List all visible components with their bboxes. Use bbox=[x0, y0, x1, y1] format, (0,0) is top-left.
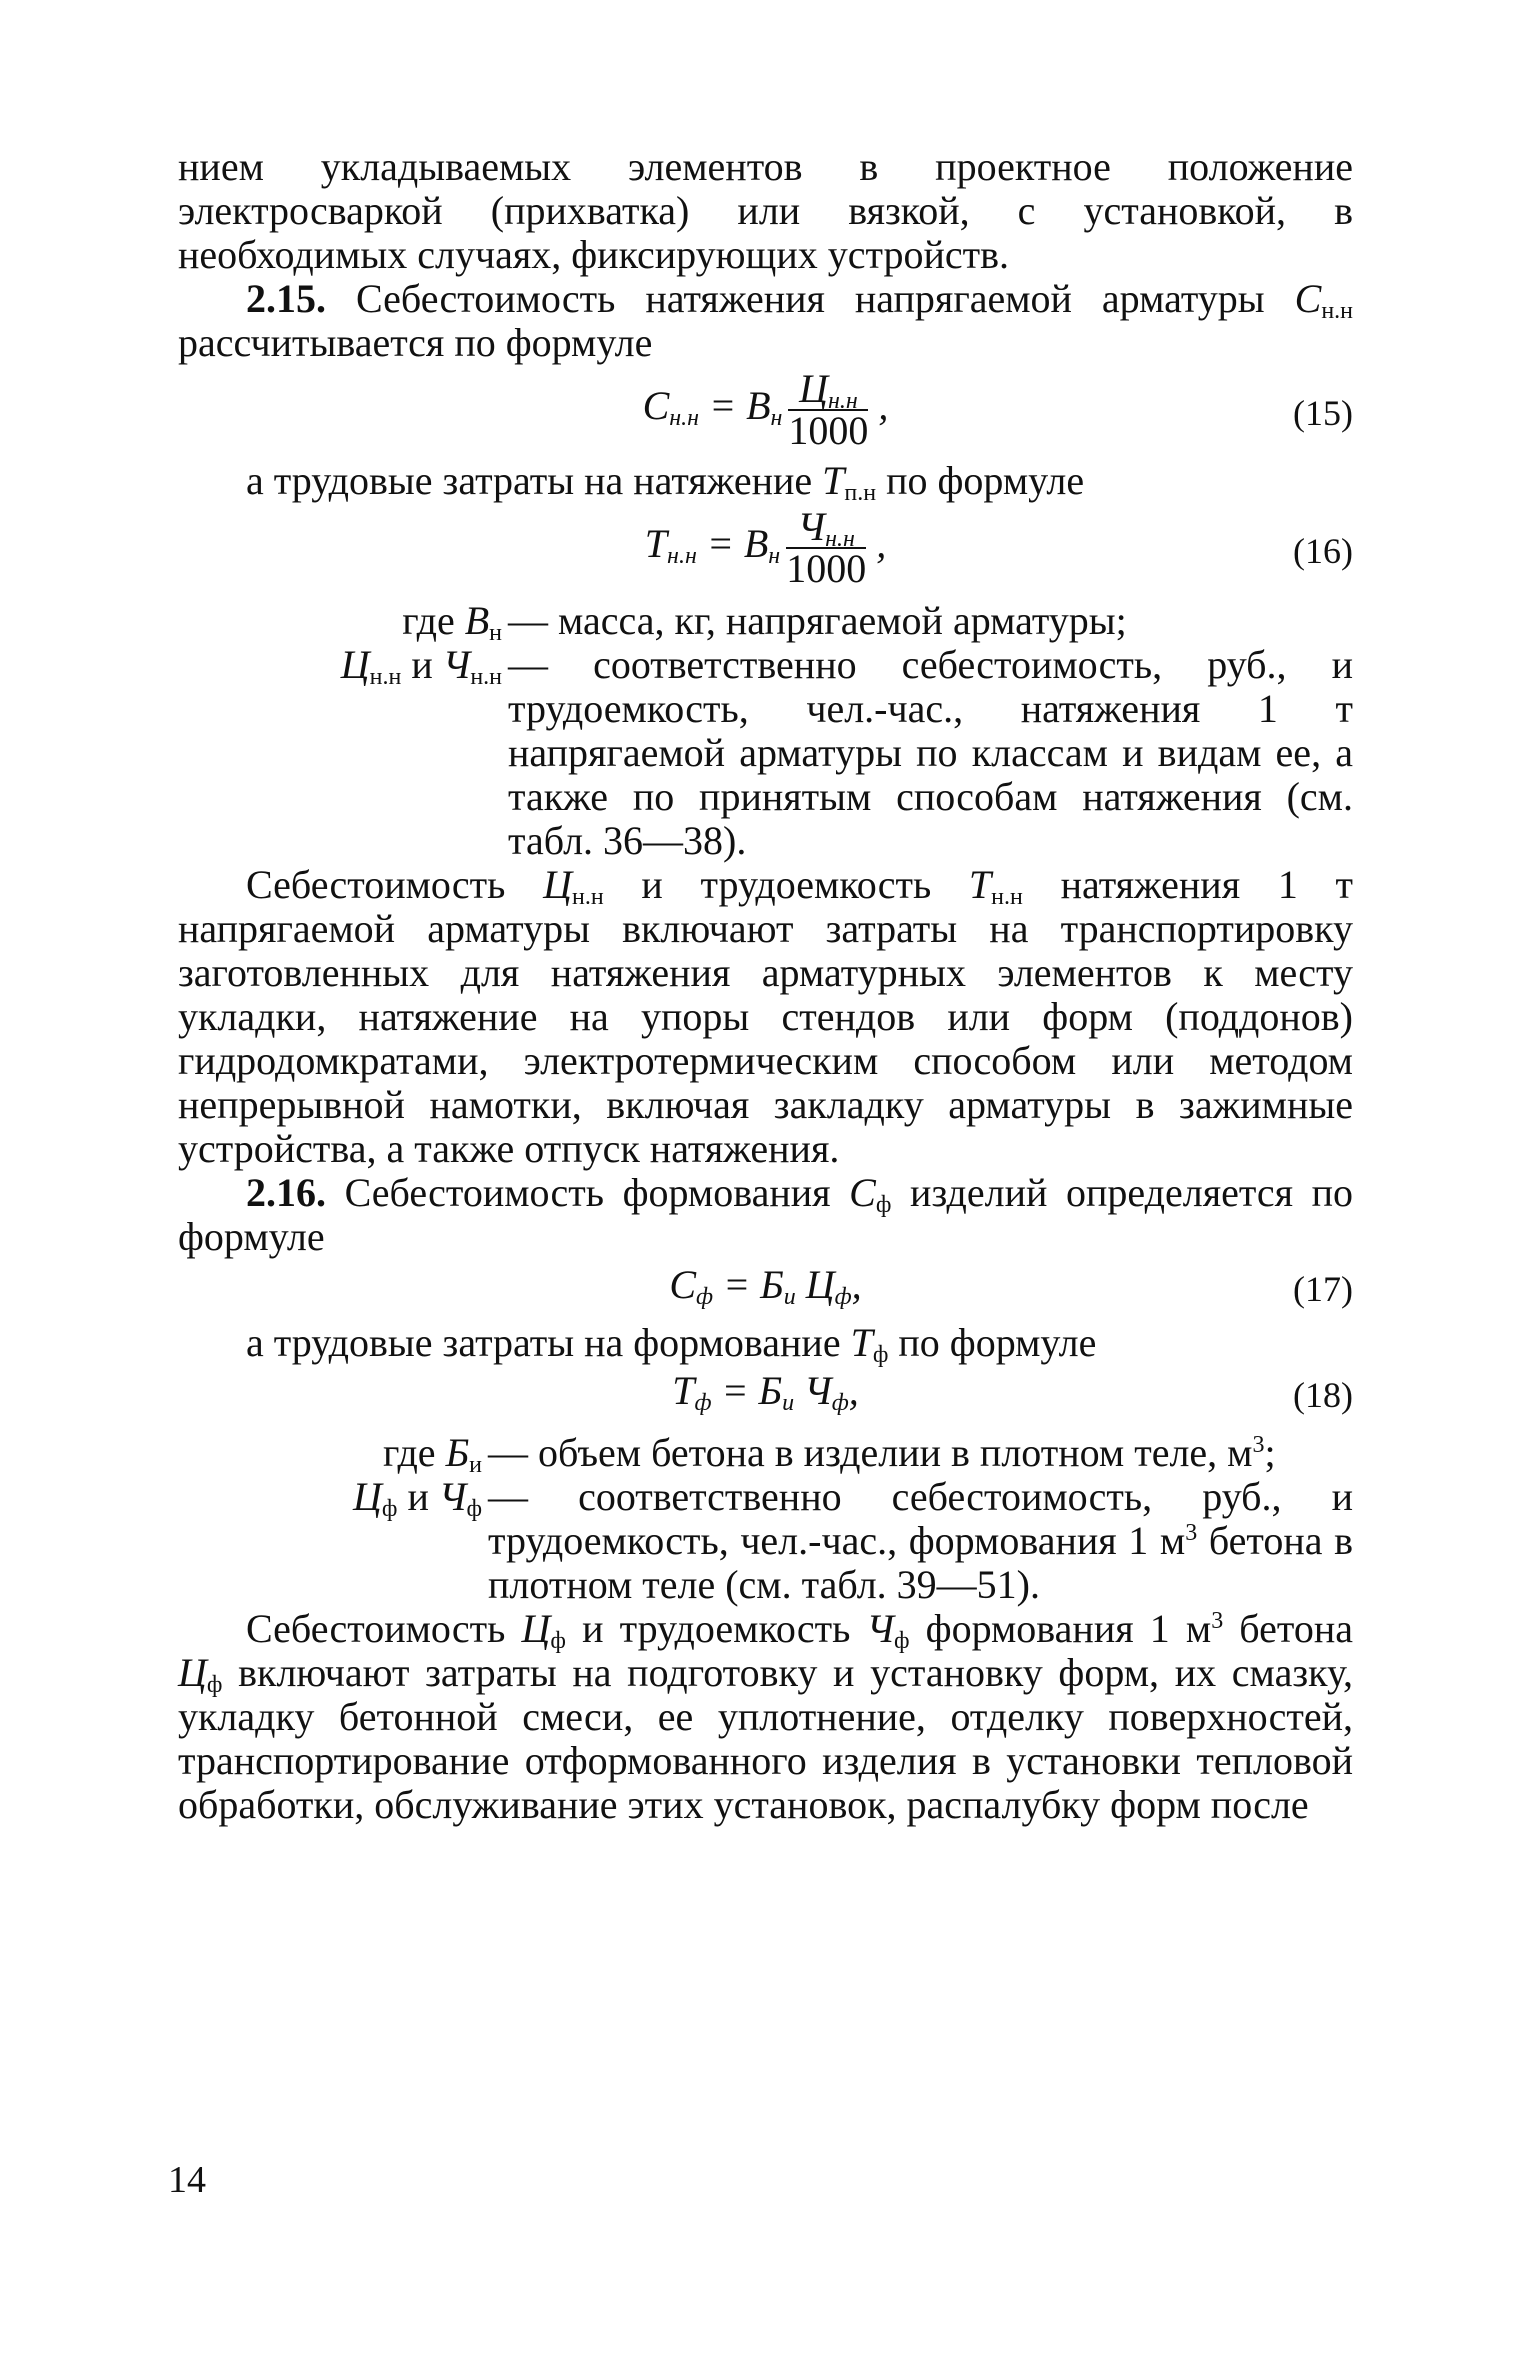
labor-formula-intro: а трудовые затраты на натяжение $Т_{п.н}$ по формуле bbox=[246, 458, 1085, 506]
formula-number: (18) bbox=[1293, 1375, 1353, 1415]
formula-number: (15) bbox=[1293, 393, 1353, 433]
where-term: $Ц_{н.н}$ и $Ч_{н.н}$ bbox=[340, 642, 502, 690]
where-desc: — объем бетона в изделии в плотном теле, $м^3$; bbox=[488, 1430, 1276, 1475]
where-list-16 bbox=[178, 599, 1353, 863]
paragraph-tension-cost: Себестоимость $Ц_{н.н}$ и трудоемкость $Т_{н.н}$ натяжения 1 т напрягаемой арматуры включают затраты на транспортировку заготовленных для натяжения арматурных элементов к месту укладки, натяжение на упоры стендов или форм (поддонов) гидродомкратами, электротермическим способом или методом непрерывной намотки, включая закладку арматуры в зажимные устройства, а также отпуск натяжения. bbox=[178, 862, 1354, 1171]
page-number: 14 bbox=[168, 2159, 206, 2201]
formula-15: $С_{н.н} = В_н$ $\frac{Ц_{н.н}}{1000}$ , (15) bbox=[642, 366, 1353, 453]
where-desc: — масса, кг, напрягаемой арматуры; bbox=[508, 598, 1127, 643]
labor-formula-intro-2: а трудовые затраты на формование $Т_ф$ по формуле bbox=[246, 1320, 1097, 1368]
where-term: где $Б_и$ bbox=[383, 1430, 482, 1478]
section-number: 2.15. bbox=[246, 276, 326, 321]
where-term: где $В_н$ bbox=[402, 598, 502, 646]
formula-16: $Т_{н.н} = В_н$ $\frac{Ч_{н.н}}{1000}$ , (16) bbox=[644, 504, 1353, 591]
formula-number: (17) bbox=[1293, 1269, 1353, 1309]
formula-number: (16) bbox=[1293, 531, 1353, 571]
where-term: $Ц_ф$ и $Ч_ф$ bbox=[353, 1474, 482, 1522]
section-2-15: 2.15. Себестоимость натяжения напрягаемой арматуры $С_{н.н}$ рассчитывается по формуле bbox=[178, 276, 1354, 365]
page-content bbox=[178, 145, 1353, 1827]
formula-17: $С_ф = Б_и$ $Ц_ф$, (17) bbox=[669, 1262, 1353, 1310]
section-number: 2.16. bbox=[246, 1170, 326, 1215]
paragraph-forming-cost: Себестоимость $Ц_ф$ и трудоемкость $Ч_ф$ формования 1 $м^3$ бетона $Ц_ф$ включают затраты на подготовку и установку форм, их смазку, укладку бетонной смеси, ее уплотнение, отделку поверхностей, транспортирование отформованного изделия в установки тепловой обработки, обслуживание этих установок, распалубку форм после bbox=[178, 1606, 1353, 1827]
paragraph-continuation: нием укладываемых элементов в проектное положение электросваркой (прихватка) или вязкой, с установкой, в необходимых случаях, фиксирующих устройств. bbox=[178, 144, 1353, 277]
section-2-16: 2.16. Себестоимость формования $С_ф$ изделий определяется по формуле bbox=[178, 1170, 1353, 1259]
where-desc: — соответственно себестоимость, руб., и трудоемкость, чел.-час., натяжения 1 т напрягаемой арматуры по классам и видам ее, а также по принятым способам натяжения (см. табл. 36—38). bbox=[508, 642, 1353, 863]
where-list-18 bbox=[178, 1431, 1353, 1607]
where-desc: — соответственно себестоимость, руб., и трудоемкость, чел.-час., формования 1 $м^3$ бетона в плотном теле (см. табл. 39—51). bbox=[488, 1474, 1354, 1607]
formula-18: $Т_ф = Б_и$ $Ч_ф$, (18) bbox=[672, 1368, 1353, 1416]
